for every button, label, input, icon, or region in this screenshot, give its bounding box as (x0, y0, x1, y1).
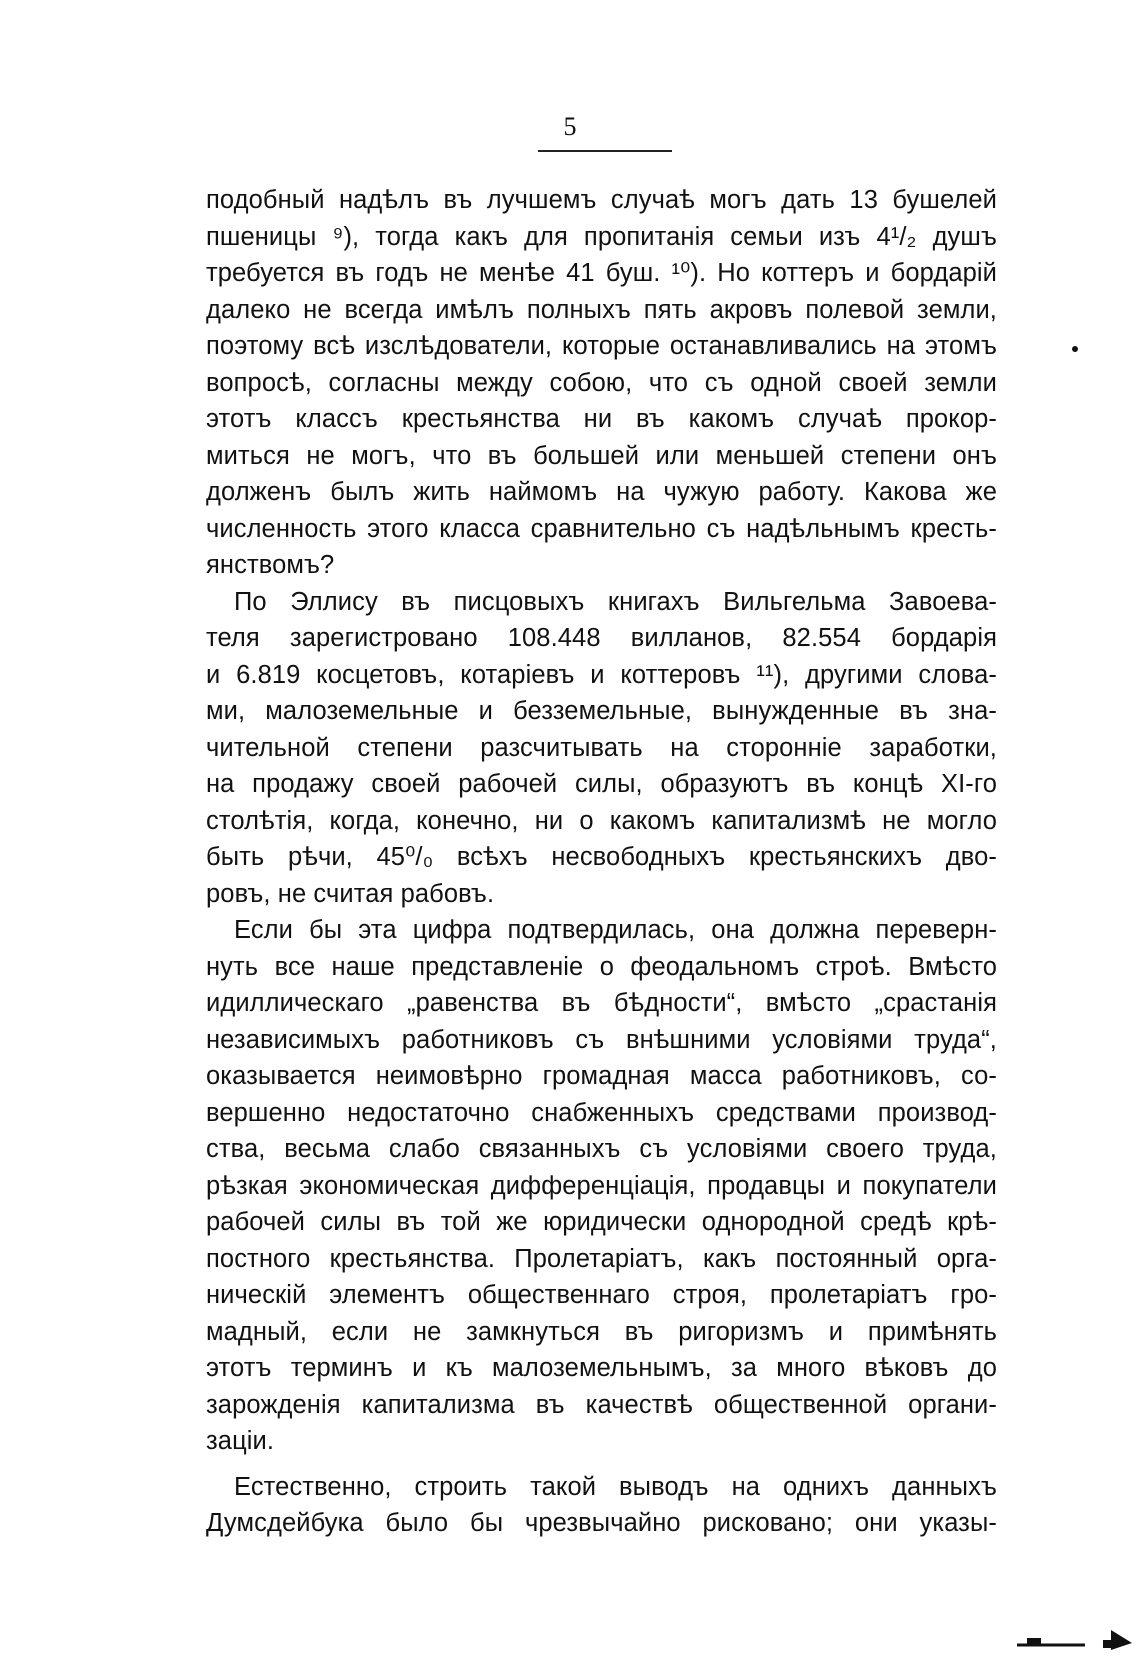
text-line: ническій элементъ общественнаго строя, пролетаріатъ гро- (206, 1281, 997, 1309)
text-line: вершенно недостаточно снабженныхъ средствами производ- (206, 1098, 997, 1127)
text-line: вопросѣ, согласны между собою, что съ одной своей земли (206, 368, 997, 397)
text-line: численность этого класса сравнительно съ надѣльнымъ кресть- (206, 514, 997, 543)
text-line: постного крестьянства. Пролетаріатъ, какъ постоянный орга- (206, 1244, 997, 1273)
corner-mark-icon (1015, 1628, 1133, 1650)
text-line: заціи. (206, 1427, 275, 1455)
paragraph-start: Естественно, строить такой выводъ на однихъ данныхъ (234, 1472, 997, 1501)
text-line: долженъ былъ жить наймомъ на чужую работу. Какова же (206, 478, 997, 506)
text-line: поэтому всѣ изслѣдователи, которые останавливались на этомъ (206, 332, 997, 360)
text-line: столѣтія, когда, конечно, ни о какомъ капитализмѣ не могло (206, 806, 997, 835)
text-line: быть рѣчи, 45⁰/₀ всѣхъ несвободныхъ крестьянскихъ дво- (206, 843, 997, 871)
text-line: теля зарегистровано 108.448 вилланов, 82.554 бордарія (206, 624, 997, 652)
text-line: рабочей силы въ той же юридически однородной средѣ крѣ- (206, 1208, 997, 1236)
text-line: оказывается неимовѣрно громадная масса работниковъ, со- (206, 1062, 997, 1090)
paragraph-start: Если бы эта цифра подтвердилась, она должна переверн- (234, 916, 997, 944)
page-number: 5 (563, 112, 577, 141)
paragraph-start: По Эллису въ писцовыхъ книгахъ Вильгельма Завоева- (234, 587, 997, 616)
text-line: этотъ терминъ и къ малоземельнымъ, за много вѣковъ до (206, 1354, 997, 1382)
text-line: этотъ классъ крестьянства ни въ какомъ случаѣ прокор- (206, 405, 997, 433)
text-line: далеко не всегда имѣлъ полныхъ пять акровъ полевой земли, (206, 295, 997, 324)
text-line: ми, малоземельные и безземельные, вынужденные въ зна- (206, 697, 997, 725)
text-line: зарожденія капитализма въ качествѣ общественной органи- (206, 1390, 997, 1419)
text-line: на продажу своей рабочей силы, образуютъ въ концѣ XI-го (206, 770, 997, 798)
text-line: мадный, если не замкнуться въ ригоризмъ и примѣнять (206, 1317, 997, 1346)
text-line: независимыхъ работниковъ съ внѣшними условіями труда“, (206, 1025, 997, 1054)
text-line: ровъ, не считая рабовъ. (206, 879, 495, 908)
text-line: и 6.819 косцетовъ, котаріевъ и коттеровъ ¹¹), другими слова- (206, 660, 997, 689)
text-line: рѣзкая экономическая дифференціація, продавцы и покупатели (206, 1171, 997, 1200)
body-text (206, 182, 997, 1542)
text-line: нуть все наше представленіе о феодальномъ строѣ. Вмѣсто (206, 952, 997, 981)
text-line: пшеницы ⁹), тогда какъ для пропитанія семьи изъ 4¹/₂ душъ (206, 222, 997, 251)
text-line: идиллическаго „равенства въ бѣдности“, вмѣсто „срастанія (206, 989, 997, 1017)
text-line: Думсдейбука было бы чрезвычайно рисковано; они указы- (206, 1509, 997, 1537)
text-line: миться не могъ, что въ большей или меньшей степени онъ (206, 441, 997, 470)
text-line: янствомъ? (206, 551, 335, 579)
page-number-rule (538, 150, 672, 152)
text-line: подобный надѣлъ въ лучшемъ случаѣ могъ дать 13 бушелей (206, 186, 997, 214)
margin-dot (1072, 346, 1078, 352)
text-line: ства, весьма слабо связанныхъ съ условіями своего труда, (206, 1135, 997, 1163)
text-line: чительной степени разсчитывать на сторонніе заработки, (206, 733, 997, 762)
text-line: требуется въ годъ не менѣе 41 буш. ¹⁰). Но коттеръ и бордарій (206, 259, 997, 287)
